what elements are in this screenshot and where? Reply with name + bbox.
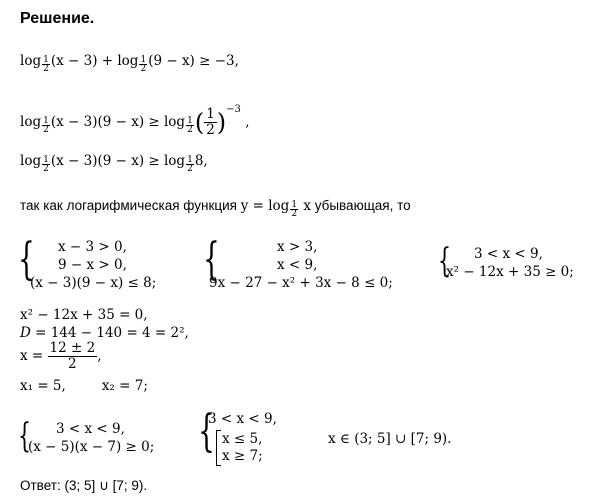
system-4: { 3 < x < 9, (x − 5)(x − 7) ≥ 0; — [18, 416, 155, 456]
roots-fraction: $\frac{12 \pm 2}{2}$ — [49, 340, 96, 372]
answer-text: Ответ: (3; 5] ∪ [7; 9). — [20, 478, 148, 493]
log-base: $\frac{1}{2}$ — [43, 55, 49, 74]
system-3: { 3 < x < 9, x² − 12x + 35 ≥ 0; — [438, 241, 574, 281]
exponent: −3 — [226, 104, 241, 115]
equation-line-3: log $\frac{1}{2}$ (x − 3)(9 − x) ≥ log $\frac{1}{2}$ 8, — [20, 153, 208, 174]
brace-icon: { — [18, 416, 31, 456]
note-line: так как логарифмическая функция y = log $\frac{1}{2}$ x убывающая, то — [20, 198, 411, 219]
brace-icon: { — [438, 241, 451, 281]
bracket-icon — [216, 430, 221, 466]
equation-line-2: log $\frac{1}{2}$ (x − 3)(9 − x) ≥ log $\frac{1}{2}$ ( $\frac{1}{2}$ )$^{-3}$ , — [20, 104, 250, 138]
result-text: x ∈ (3; 5] ∪ [7; 9). — [328, 431, 452, 447]
brace-icon: { — [18, 234, 35, 285]
brace-icon: { — [198, 406, 215, 457]
quad-line-4: x₁ = 5, x₂ = 7; — [20, 378, 148, 394]
log-word: log — [20, 53, 42, 69]
solution-title: Решение. — [20, 10, 95, 27]
quad-line-3: x = $\frac{12 \pm 2}{2}$ , — [20, 340, 102, 372]
subset-bracket: x ≤ 5, x ≥ 7; — [216, 430, 296, 466]
system-1: { x − 3 > 0, 9 − x > 0, (x − 3)(9 − x) ≤ 8; — [18, 234, 157, 291]
quad-line-1: x² − 12x + 35 = 0, — [20, 307, 148, 323]
system-5: { 3 < x < 9, x ≤ 5, x ≥ 7; — [198, 410, 298, 466]
half-fraction: $\frac{1}{2}$ — [206, 106, 215, 138]
brace-icon: { — [203, 234, 220, 285]
equation-line-1: log $\frac{1}{2}$ (x − 3) + log $\frac{1}{2}$ (9 − x) ≥ −3, — [20, 53, 239, 74]
system-2: { x > 3, x < 9, 9x − 27 − x² + 3x − 8 ≤ 0; — [203, 234, 393, 291]
quad-line-2: D = 144 − 140 = 4 = 2², — [20, 325, 189, 341]
